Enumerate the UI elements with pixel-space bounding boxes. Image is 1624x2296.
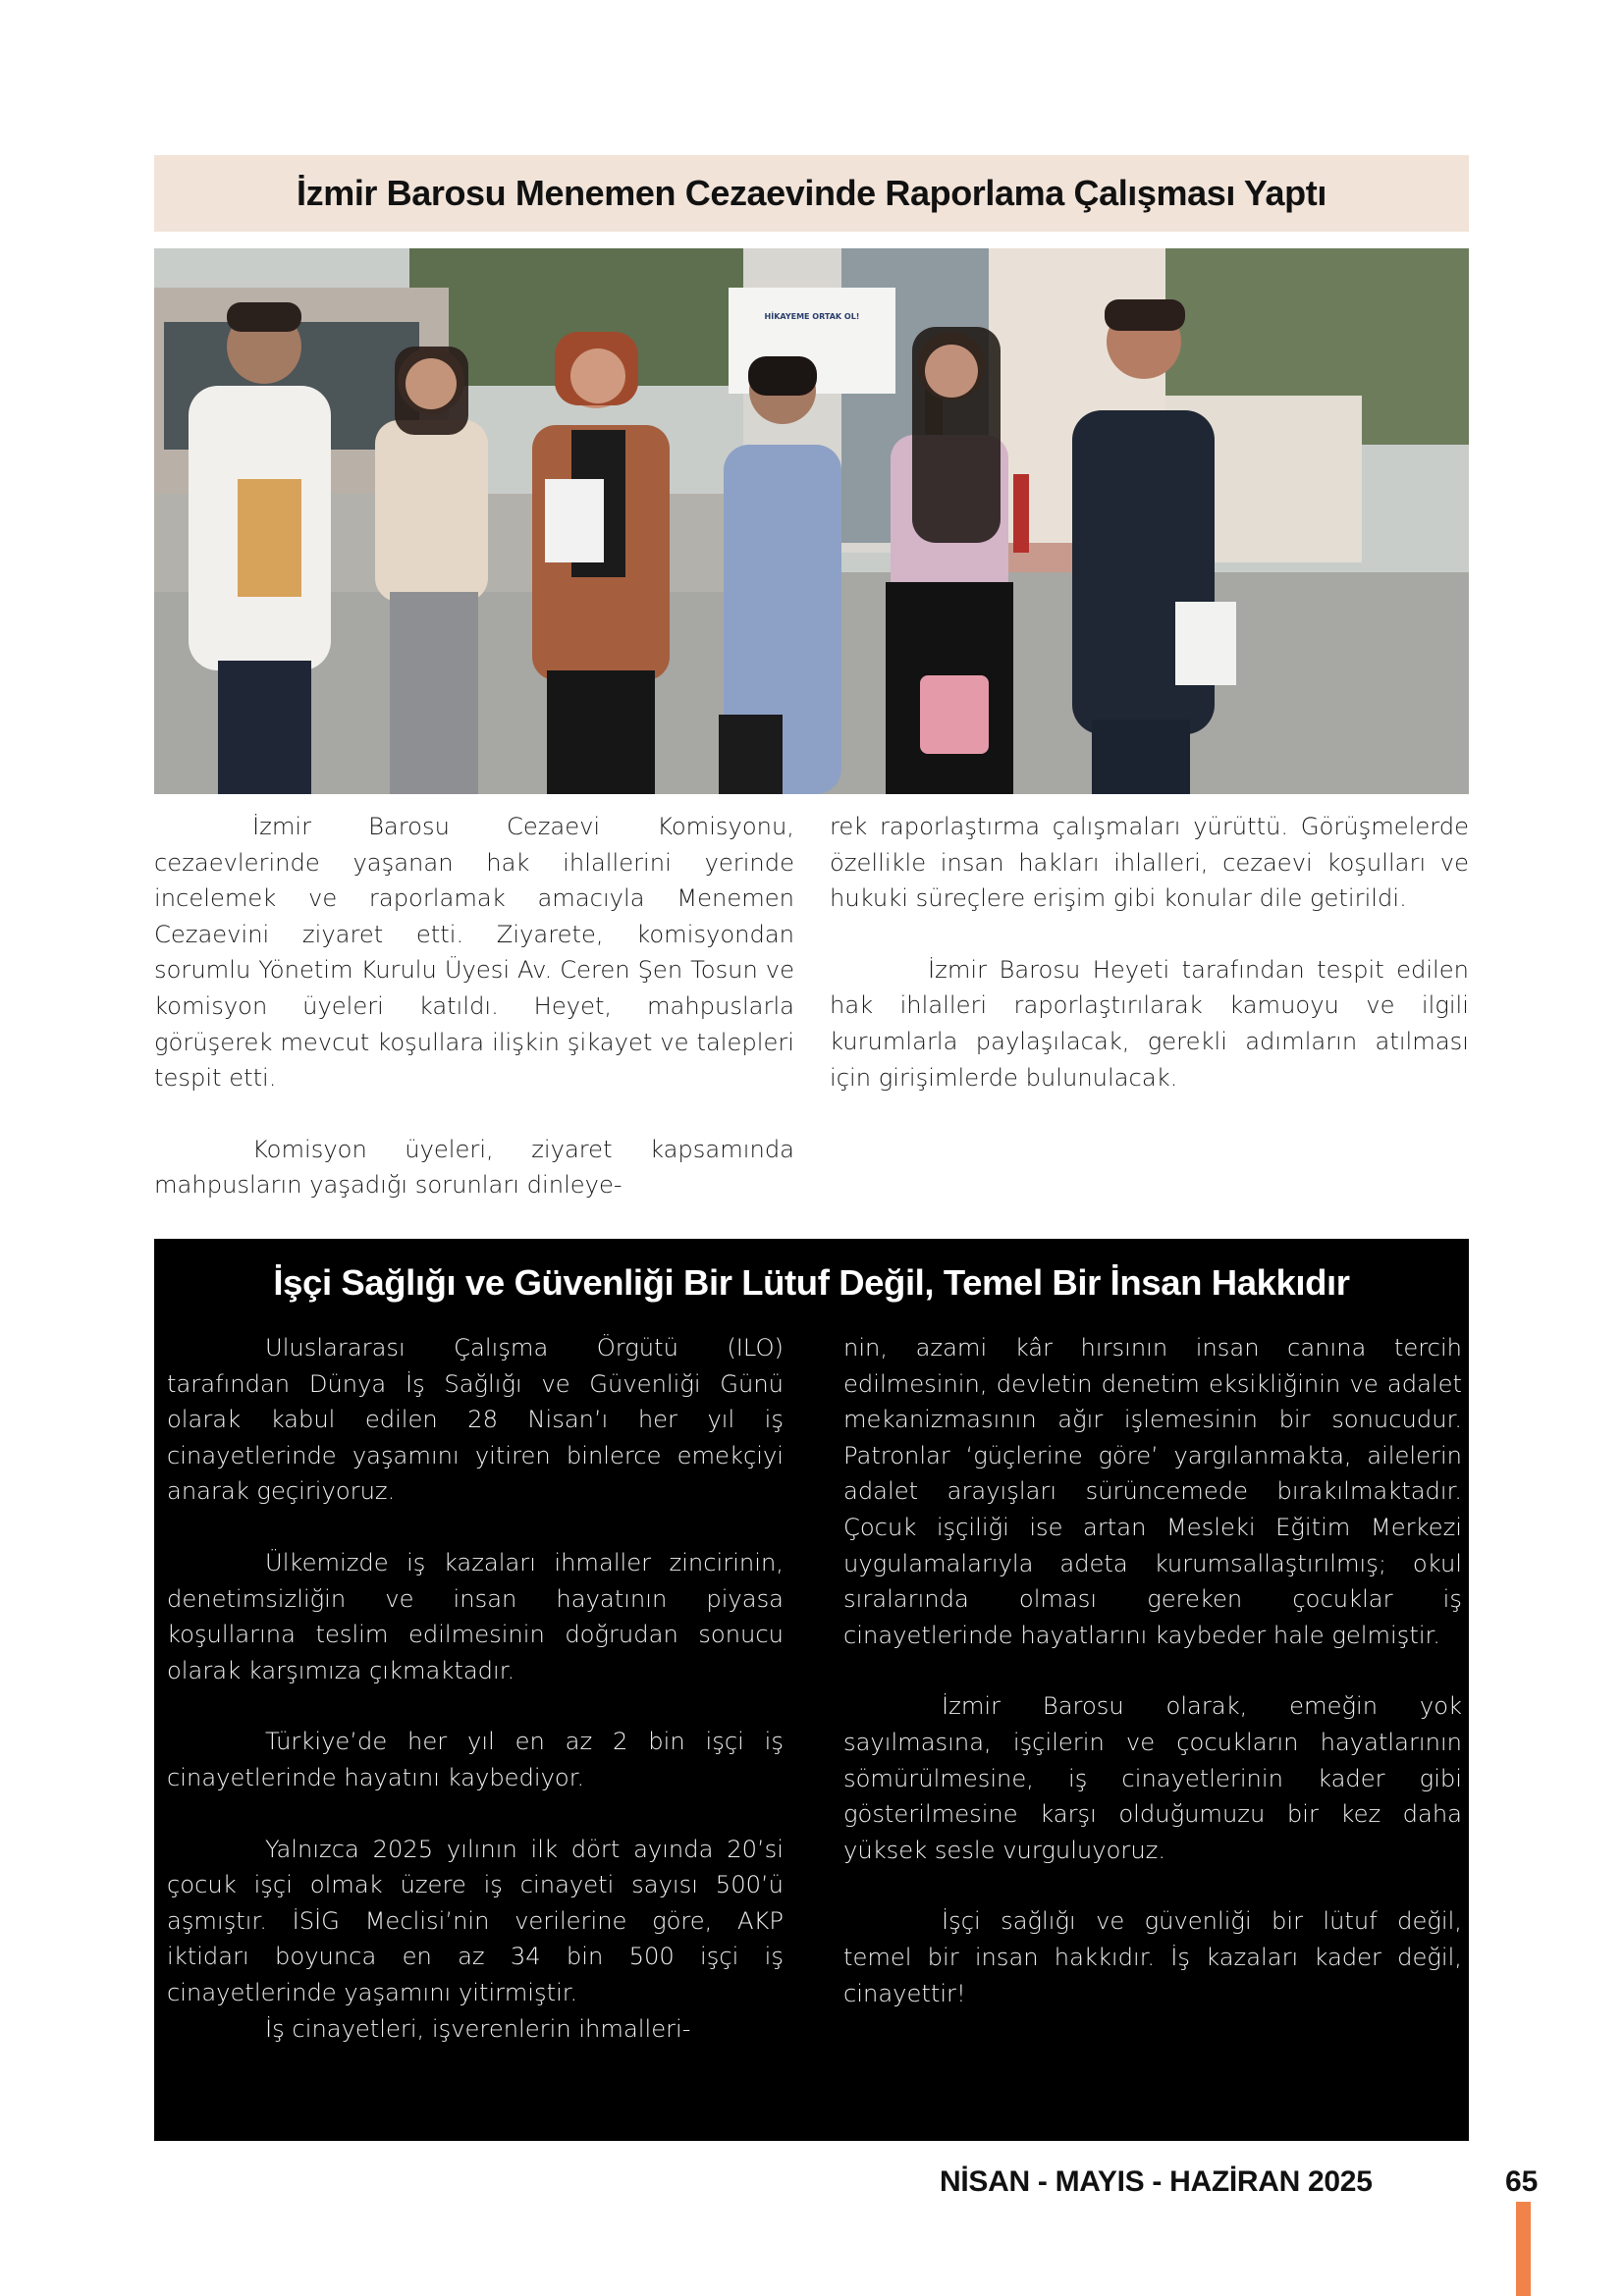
article1-paragraph: Komisyon üyeleri, ziyaret kapsamında mahpusların yaşadığı sorunları dinleye- <box>154 1135 794 1200</box>
article2-title: İşçi Sağlığı ve Güvenliği Bir Lütuf Değil, Temel Bir İnsan Hakkıdır <box>273 1262 1350 1303</box>
article2-right-column <box>843 1330 1462 2011</box>
article2-paragraph: Türkiye’de her yıl en az 2 bin işçi iş cinayetlerinde hayatını kaybediyor. <box>167 1728 784 1791</box>
article1-paragraph: İzmir Barosu Heyeti tarafından tespit edilen hak ihlalleri raporlaştırılarak kamuoyu ve ilgili kurumlarla paylaşılacak, gerekli adımların atılması için girişimlerde bulunulacak. <box>830 955 1469 1092</box>
article1-title: İzmir Barosu Menemen Cezaevinde Raporlama Çalışması Yaptı <box>297 173 1326 213</box>
article2-paragraph: Ülkemizde iş kazaları ihmaller zincirinin, denetimsizliğin ve insan hayatının piyasa koşullarına teslim edilmesinin doğrudan sonucu olarak karşımıza çıkmaktadır. <box>167 1548 784 1684</box>
article2-paragraph: İzmir Barosu olarak, emeğin yok sayılmasına, işçilerin ve çocukların hayatlarının sömürülmesine, iş cinayetlerinin kader gibi gösterilmesine karşı olduğumuzu bir kez daha yüksek sesle vurguluyoruz. <box>843 1692 1462 1864</box>
sign-text: HİKAYEME ORTAK OL! <box>764 312 860 321</box>
page-accent-bar <box>1516 2202 1531 2296</box>
article1-paragraph: İzmir Barosu Cezaevi Komisyonu, cezaevlerinde yaşanan hak ihlallerini yerinde incelemek ve raporlamak amacıyla Menemen Cezaevini ziyaret etti. Ziyarete, komisyondan sorumlu Yönetim Kurulu Üyesi Av. Ceren Şen Tosun ve komisyon üyeleri katıldı. Heyet, mahpuslarla görüşerek mevcut koşullara ilişkin şikayet ve talepleri tespit etti. <box>154 813 794 1093</box>
article1-left-column <box>154 809 794 1203</box>
page-number: 65 <box>1505 2165 1539 2198</box>
article2-paragraph: İşçi sağlığı ve güvenliği bir lütuf değil, temel bir insan hakkıdır. İş kazaları kader değil, cinayettir! <box>843 1907 1462 2007</box>
article2-paragraph: Uluslararası Çalışma Örgütü (ILO) tarafından Dünya İş Sağlığı ve Güvenliği Günü olarak kabul edilen 28 Nisan’ı her yıl iş cinayetlerinde yaşamını yitiren binlerce emekçiyi anarak geçiriyoruz. <box>167 1334 784 1506</box>
article1-photo <box>154 248 1469 794</box>
article2-paragraph: İş cinayetleri, işverenlerin ihmalleri- <box>265 2014 691 2043</box>
group-photo-illustration <box>154 248 1469 794</box>
article1-title-band <box>154 155 1469 232</box>
article2-paragraph: Yalnızca 2025 yılının ilk dört ayında 20’si çocuk işçi olmak üzere iş cinayeti sayısı 500’ü aşmıştır. İSİG Meclisi’nin verilerine göre, AKP iktidarı boyunca en az 34 bin 500 işçi iş cinayetlerinde yaşamını yitirmiştir. <box>167 1835 784 2006</box>
article2-paragraph: nin, azami kâr hırsının insan canına tercih edilmesinin, devletin denetim eksikliğinin ve adalet mekanizmasının ağır işlemesinin bir sonucudur. Patronlar ‘güçlerine göre’ yargılanmakta, ailelerin adalet arayışları sürüncemede bırakılmaktadır. Çocuk işçiliği ise artan Mesleki Eğitim Merkezi uygulamalarıyla adeta kurumsallaştırılmış; okul sıralarında olması gereken çocuklar iş cinayetlerinde hayatlarını kaybeder hale gelmiştir. <box>843 1334 1462 1649</box>
article1-right-column <box>830 809 1469 1095</box>
issue-date: NİSAN - MAYIS - HAZİRAN 2025 <box>940 2165 1373 2198</box>
article1-paragraph: rek raporlaştırma çalışmaları yürüttü. Görüşmelerde özellikle insan hakları ihlalleri, cezaevi koşulları ve hukuki süreçlere erişim gibi konular dile getirildi. <box>830 813 1469 913</box>
article2-left-column <box>167 1330 784 2047</box>
